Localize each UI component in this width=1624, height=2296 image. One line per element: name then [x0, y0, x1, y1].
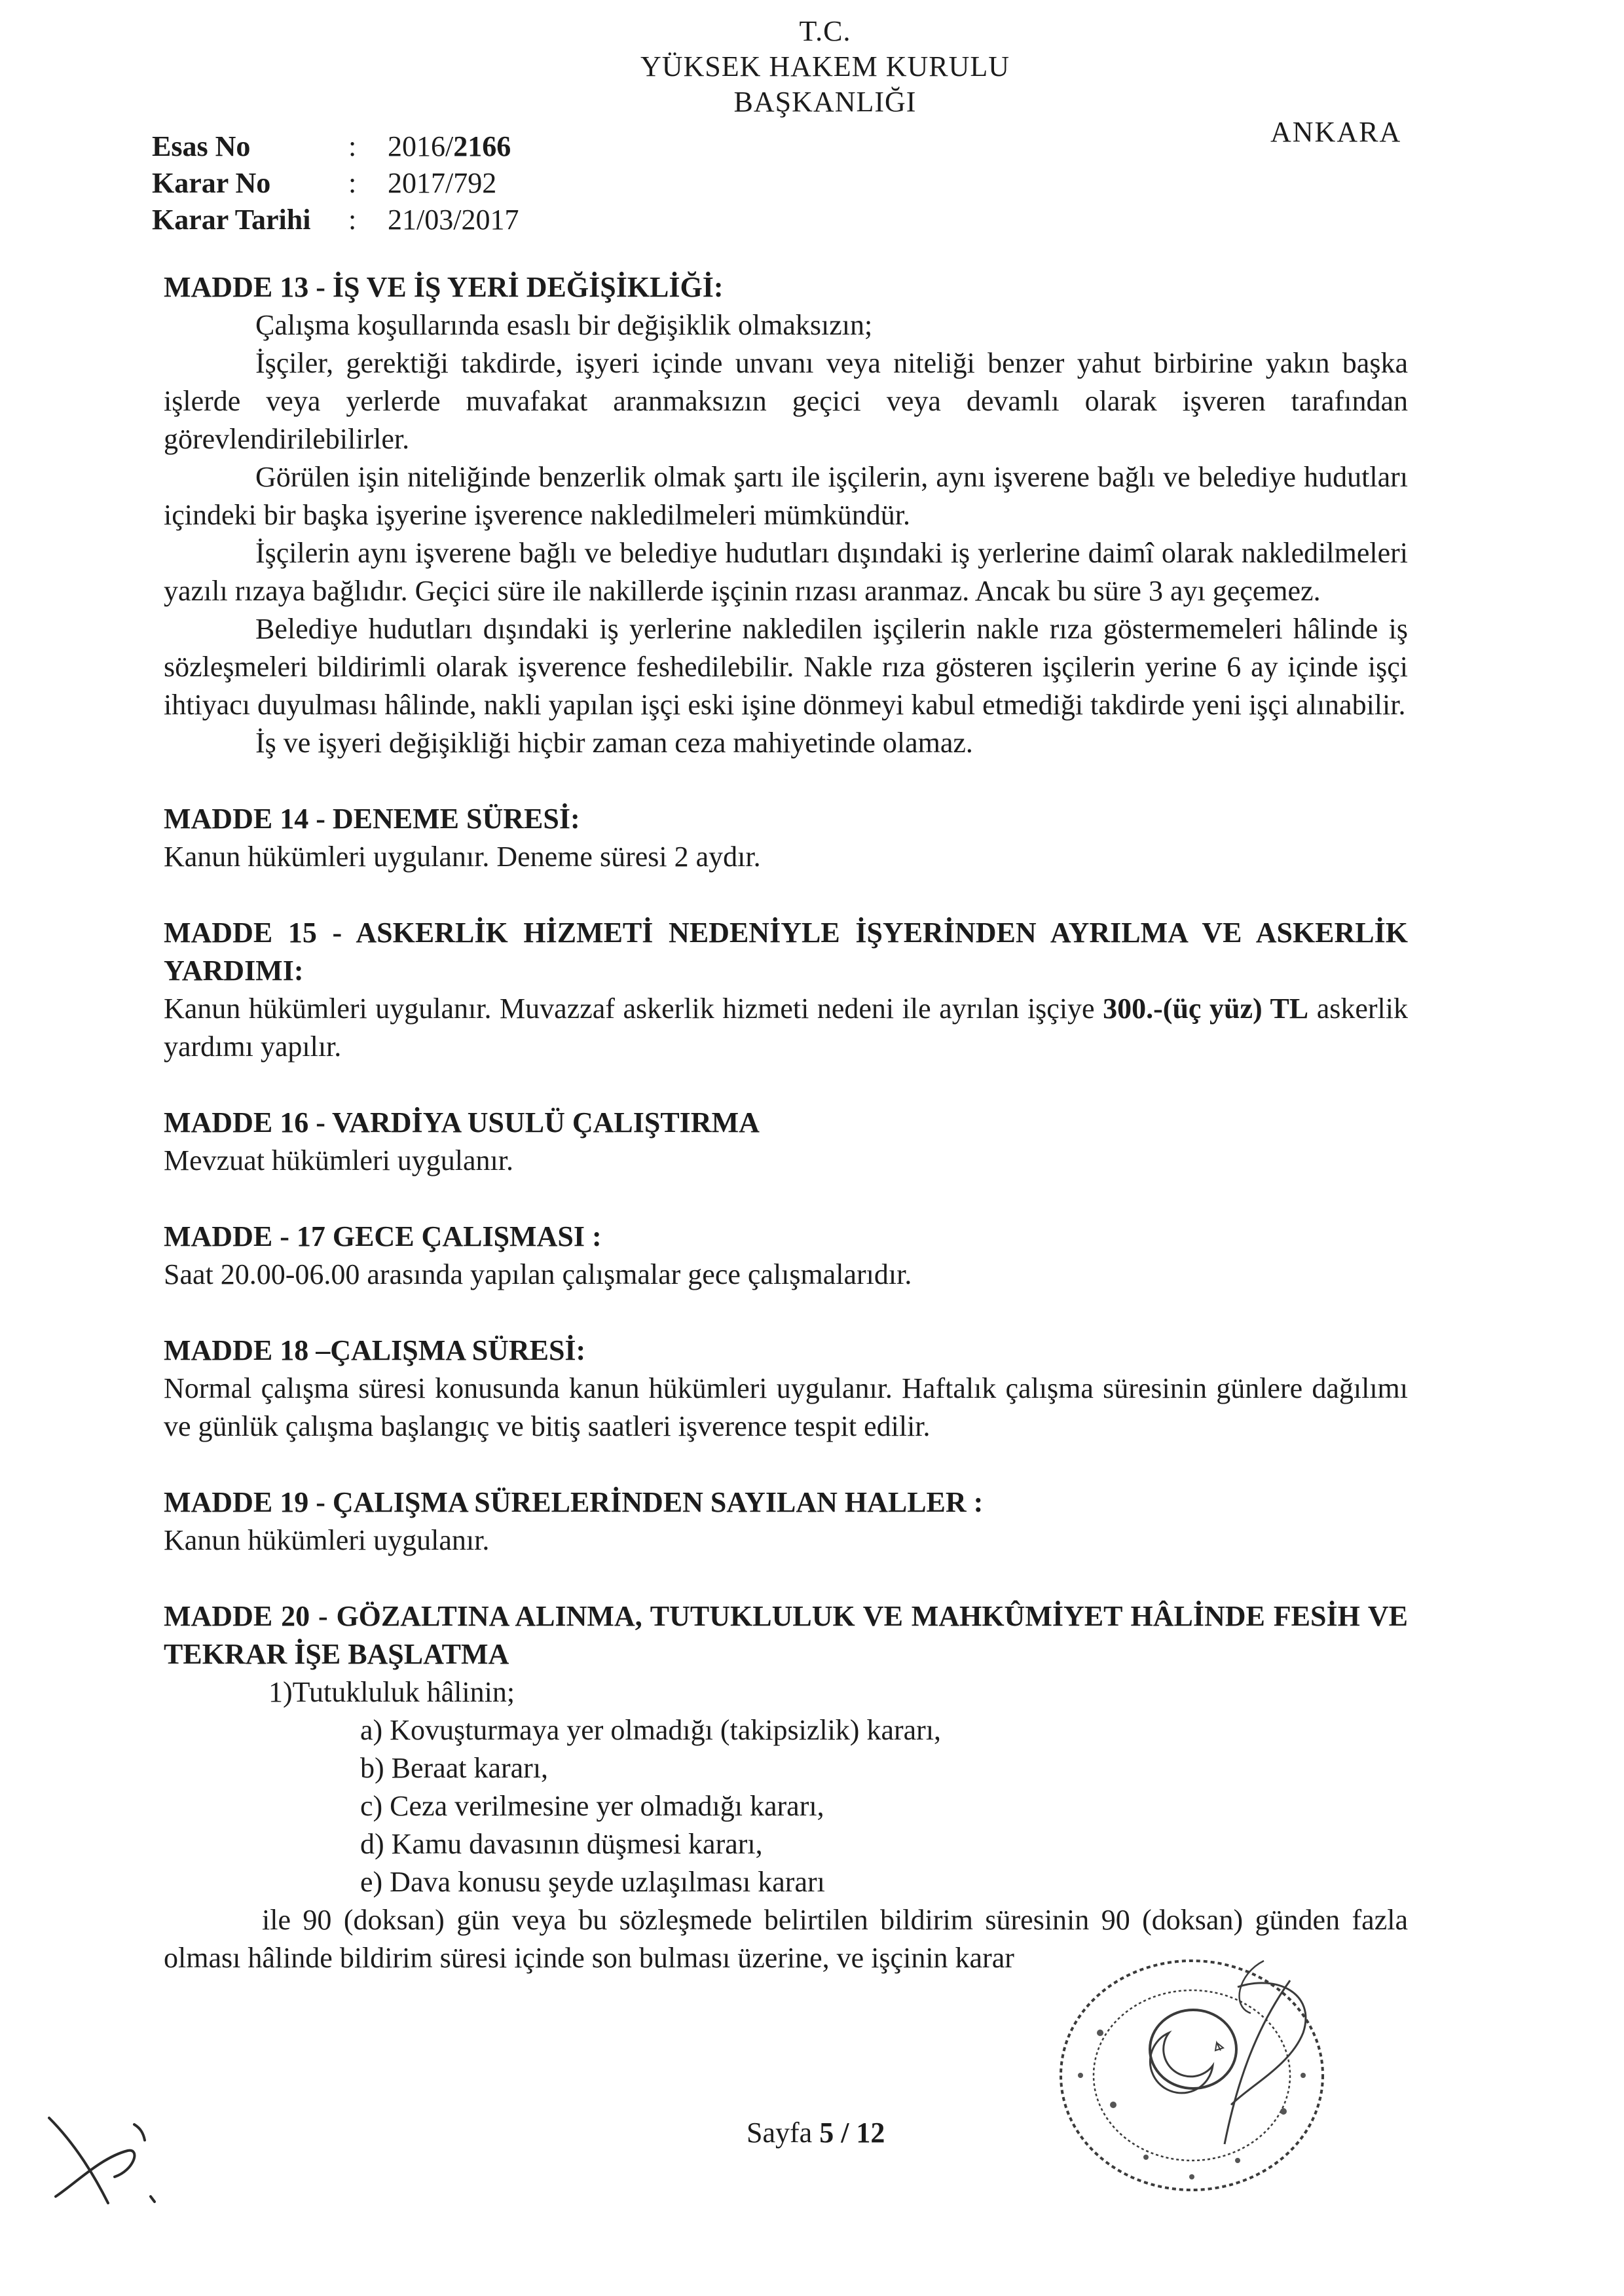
article-15-amount: 300.-(üç yüz) TL — [1103, 993, 1309, 1025]
spacer — [164, 1066, 1408, 1104]
article-13-p5: Belediye hudutları dışındaki iş yerlerine nakledilen işçilerin nakle rıza göstermemeleri hâlinde iş sözleşmeleri bildirimli olarak işverence feshedilebilir. Nakle rıza gösteren işçilerin yerine 6 ay içinde işçi ihtiyacı duyulması hâlinde, nakli yapılan işçi eski işine dönmeyi kabul etmediği takdirde yeni işçi alınabilir. — [164, 613, 1408, 721]
article-18-title: MADDE 18 –ÇALIŞMA SÜRESİ: — [164, 1334, 586, 1366]
spacer — [164, 876, 1408, 914]
article-20-lead: 1)Tutukluluk hâlinin; — [268, 1676, 515, 1708]
meta-karar-no — [152, 165, 519, 202]
spacer — [164, 1559, 1408, 1597]
article-15-title: MADDE 15 - ASKERLİK HİZMETİ NEDENİYLE İŞYERİNDEN AYRILMA VE ASKERLİK YARDIMI: — [164, 917, 1408, 987]
article-20-item-d: d) Kamu davasının düşmesi kararı, — [360, 1828, 763, 1860]
page-number — [747, 2116, 885, 2149]
article-16-title: MADDE 16 - VARDİYA USULÜ ÇALIŞTIRMA — [164, 1106, 760, 1139]
article-13-p1: Çalışma koşullarında esaslı bir değişiklik olmaksızın; — [255, 309, 873, 341]
article-17-title: MADDE - 17 GECE ÇALIŞMASI : — [164, 1220, 602, 1252]
meta-label: Karar Tarihi — [152, 204, 311, 236]
article-15-p1 — [164, 990, 1408, 1066]
document-body — [164, 268, 1408, 1977]
article-14-title: MADDE 14 - DENEME SÜRESİ: — [164, 803, 580, 835]
article-20-tail: ile 90 (doksan) gün veya bu sözleşmede belirtilen bildirim süresinin 90 (doksan) günden fazla olması hâlinde bildirim süresi içinde son bulması üzerine, ve işçinin karar — [164, 1904, 1408, 1974]
article-15-p1-end: askerlik yardımı yapılır. — [164, 993, 1408, 1063]
meta-separator: : — [348, 167, 357, 199]
case-meta — [152, 128, 519, 238]
article-13-p2: İşçiler, gerektiği takdirde, işyeri içinde unvanı veya niteliği benzer yahut birbirine yakın başka işlerde veya yerlerde muvafakat aranmaksızın geçici veya devamlı olarak işveren tarafından görevlendirilebilirler. — [164, 347, 1408, 455]
meta-separator: : — [348, 130, 357, 162]
article-20-item-c: c) Ceza verilmesine yer olmadığı kararı, — [360, 1790, 824, 1822]
meta-value: 21/03/2017 — [388, 204, 519, 236]
article-16-p1: Mevzuat hükümleri uygulanır. — [164, 1144, 513, 1176]
spacer — [164, 762, 1408, 800]
article-20-item-e: e) Dava konusu şeyde uzlaşılması kararı — [360, 1866, 825, 1898]
article-20-item-b: b) Beraat kararı, — [360, 1752, 549, 1784]
meta-karar-tarihi — [152, 202, 519, 238]
meta-label: Karar No — [152, 167, 271, 199]
meta-value-bold: 2166 — [453, 130, 511, 162]
header-tc: T.C. — [799, 15, 851, 47]
meta-value: 2017/792 — [388, 167, 497, 199]
article-19-p1: Kanun hükümleri uygulanır. — [164, 1524, 490, 1556]
article-13-p6: İş ve işyeri değişikliği hiçbir zaman ceza mahiyetinde olamaz. — [255, 727, 973, 759]
header-presidency: BAŞKANLIĞI — [733, 86, 917, 118]
meta-value — [388, 128, 511, 165]
article-20-item-a: a) Kovuşturmaya yer olmadığı (takipsizlik) kararı, — [360, 1714, 942, 1746]
meta-value-prefix: 2016/ — [388, 130, 454, 162]
article-14-p1: Kanun hükümleri uygulanır. Deneme süresi 2 aydır. — [164, 841, 761, 873]
spacer — [164, 1180, 1408, 1218]
meta-separator: : — [348, 204, 357, 236]
article-13-p3: Görülen işin niteliğinde benzerlik olmak şartı ile işçilerin, aynı işverene bağlı ve belediye hudutları içindeki bir başka işyerine işverence nakledilmeleri mümkündür. — [164, 461, 1408, 531]
article-13-title: MADDE 13 - İŞ VE İŞ YERİ DEĞİŞİKLİĞİ: — [164, 271, 724, 303]
article-17-p1: Saat 20.00-06.00 arasında yapılan çalışmalar gece çalışmalarıdır. — [164, 1258, 912, 1290]
header-city: ANKARA — [1270, 116, 1402, 148]
page-number-value: 5 / 12 — [819, 2117, 885, 2149]
article-13-p4: İşçilerin aynı işverene bağlı ve belediye hudutları dışındaki iş yerlerine daimî olarak nakledilmeleri yazılı rızaya bağlıdır. Geçici süre ile nakillerde işçinin rızası aranmaz. Ancak bu süre 3 ayı geçemez. — [164, 537, 1408, 607]
header-institution: YÜKSEK HAKEM KURULU — [640, 50, 1010, 82]
page-number-prefix: Sayfa — [747, 2117, 820, 2149]
official-stamp-icon — [1041, 1935, 1342, 2203]
article-19-title: MADDE 19 - ÇALIŞMA SÜRELERİNDEN SAYILAN HALLER : — [164, 1486, 984, 1518]
meta-esas-no — [152, 128, 519, 165]
article-15-p1-start: Kanun hükümleri uygulanır. Muvazzaf askerlik hizmeti nedeni ile ayrılan işçiye — [164, 993, 1103, 1025]
article-18-p1: Normal çalışma süresi konusunda kanun hükümleri uygulanır. Haftalık çalışma süresinin günlere dağılımı ve günlük çalışma başlangıç ve bitiş saatleri işverence tespit edilir. — [164, 1372, 1408, 1442]
spacer — [164, 1294, 1408, 1332]
handwritten-signature-icon — [36, 2105, 174, 2216]
meta-label: Esas No — [152, 130, 251, 162]
spacer — [164, 1446, 1408, 1484]
article-20-title: MADDE 20 - GÖZALTINA ALINMA, TUTUKLULUK VE MAHKÛMİYET HÂLİNDE FESİH VE TEKRAR İŞE BAŞLATMA — [164, 1600, 1408, 1670]
